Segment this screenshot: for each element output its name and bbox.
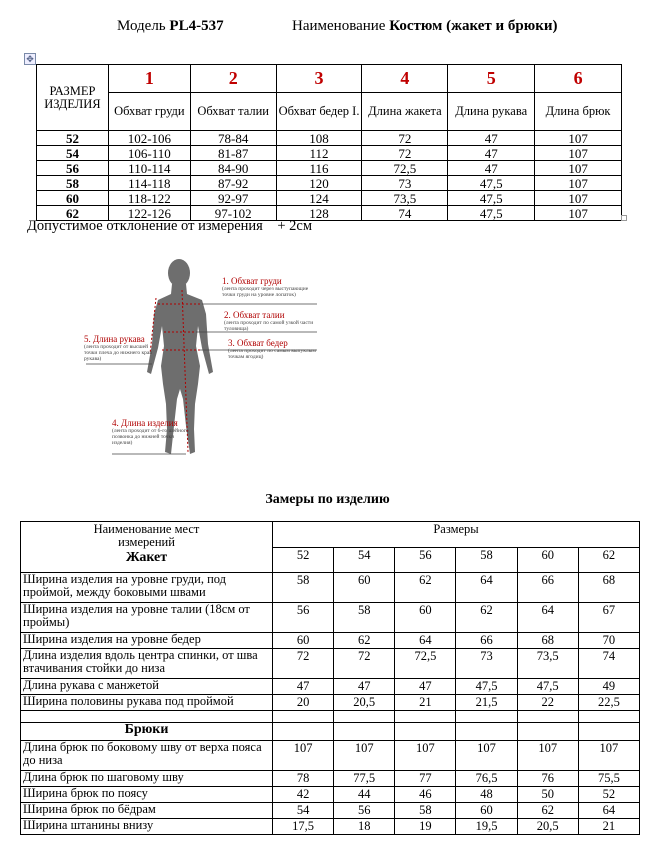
figure-label-sleeve — [84, 334, 152, 362]
measurement-value: 77,5 — [334, 771, 395, 787]
value-cell: 124 — [276, 191, 362, 206]
value-cell: 47,5 — [448, 176, 535, 191]
measurement-value: 56 — [334, 803, 395, 819]
size-heading: 54 — [334, 548, 395, 573]
measurement-value: 49 — [578, 679, 639, 695]
column-header: Обхват талии — [190, 93, 276, 131]
product-measurements-table — [20, 521, 640, 835]
table-row — [21, 633, 640, 649]
column-number: 1 — [108, 65, 190, 93]
measurement-name: Ширина брюк по бёдрам — [21, 803, 273, 819]
figure-label-title: 5. Длина рукава — [84, 334, 145, 344]
measurement-value: 64 — [456, 573, 517, 603]
measurement-value: 72 — [334, 649, 395, 679]
measurement-name: Длина брюк по шаговому шву — [21, 771, 273, 787]
size-cell: 54 — [37, 146, 109, 161]
measurement-value: 75,5 — [578, 771, 639, 787]
measurement-value: 107 — [273, 741, 334, 771]
figure-label-note: (лента проходит через выступающие точки груди на уровне лопаток) — [222, 286, 309, 298]
table-row — [21, 649, 640, 679]
measurement-value: 54 — [273, 803, 334, 819]
measurement-value: 64 — [517, 603, 578, 633]
measurement-value: 62 — [334, 633, 395, 649]
measurement-value: 64 — [578, 803, 639, 819]
table-row — [21, 771, 640, 787]
column-number: 6 — [535, 65, 622, 93]
table-resize-handle[interactable] — [621, 215, 627, 221]
size-cell: 62 — [37, 206, 109, 221]
size-cell: 56 — [37, 161, 109, 176]
measurement-value: 42 — [273, 787, 334, 803]
table-row — [37, 161, 622, 176]
column-header: Длина брюк — [535, 93, 622, 131]
empty-cell — [456, 711, 517, 723]
empty-cell — [273, 723, 334, 741]
value-cell: 106-110 — [108, 146, 190, 161]
value-cell: 72 — [362, 131, 448, 146]
table-row — [21, 787, 640, 803]
measurement-value: 50 — [517, 787, 578, 803]
measurement-value: 66 — [456, 633, 517, 649]
table-row — [37, 146, 622, 161]
measurement-value: 60 — [395, 603, 456, 633]
measurement-value: 62 — [395, 573, 456, 603]
table-row — [21, 803, 640, 819]
measurement-name: Ширина изделия на уровне груди, под проймой, между боковыми швами — [21, 573, 273, 603]
model-code: PL4-537 — [169, 18, 224, 34]
place-header-cell — [21, 522, 273, 573]
name-line — [292, 18, 557, 35]
value-cell: 97-102 — [190, 206, 276, 221]
measurement-value: 58 — [395, 803, 456, 819]
measurement-value: 20 — [273, 695, 334, 711]
trousers-title: Брюки — [21, 723, 273, 741]
tolerance-value: + 2см — [277, 218, 313, 234]
model-label: Модель — [117, 18, 166, 34]
table-row — [21, 741, 640, 771]
measurement-name: Ширина изделия на уровне бедер — [21, 633, 273, 649]
measurement-value: 22,5 — [578, 695, 639, 711]
measurement-value: 107 — [456, 741, 517, 771]
value-cell: 73 — [362, 176, 448, 191]
empty-cell — [578, 711, 639, 723]
sizes-header: Размеры — [273, 522, 640, 548]
value-cell: 78-84 — [190, 131, 276, 146]
measurement-value: 47 — [273, 679, 334, 695]
measurement-value: 60 — [334, 573, 395, 603]
empty-cell — [21, 711, 273, 723]
value-cell: 110-114 — [108, 161, 190, 176]
value-cell: 118-122 — [108, 191, 190, 206]
section-title: Замеры по изделию — [265, 492, 390, 507]
size-heading: 58 — [456, 548, 517, 573]
measurement-value: 70 — [578, 633, 639, 649]
figure-label-title: 1. Обхват груди — [222, 276, 282, 286]
empty-cell — [395, 711, 456, 723]
empty-cell — [334, 711, 395, 723]
jacket-title: Жакет — [125, 550, 168, 565]
measurement-value: 47,5 — [456, 679, 517, 695]
size-heading: 52 — [273, 548, 334, 573]
column-number: 2 — [190, 65, 276, 93]
value-cell: 120 — [276, 176, 362, 191]
value-cell: 72 — [362, 146, 448, 161]
figure-label-waist — [224, 310, 320, 332]
table-row — [21, 573, 640, 603]
figure-label-hips — [228, 338, 322, 360]
table-row — [21, 819, 640, 835]
column-header: Обхват бедер I. — [276, 93, 362, 131]
value-cell: 107 — [535, 176, 622, 191]
measurement-value: 76,5 — [456, 771, 517, 787]
column-number: 4 — [362, 65, 448, 93]
measurement-value: 68 — [578, 573, 639, 603]
empty-cell — [395, 723, 456, 741]
measurement-value: 48 — [456, 787, 517, 803]
measurement-value: 107 — [395, 741, 456, 771]
measurement-value: 17,5 — [273, 819, 334, 835]
value-cell: 47 — [448, 161, 535, 176]
value-cell: 122-126 — [108, 206, 190, 221]
empty-cell — [517, 723, 578, 741]
model-line — [117, 18, 224, 35]
value-cell: 47,5 — [448, 191, 535, 206]
size-cell: 58 — [37, 176, 109, 191]
measurement-value: 52 — [578, 787, 639, 803]
measurement-value: 107 — [578, 741, 639, 771]
size-heading: 62 — [578, 548, 639, 573]
measurement-value: 47,5 — [517, 679, 578, 695]
measurement-value: 62 — [456, 603, 517, 633]
column-header: Длина рукава — [448, 93, 535, 131]
measurement-value: 78 — [273, 771, 334, 787]
empty-cell — [517, 711, 578, 723]
figure-label-length — [112, 418, 190, 446]
measurement-value: 73,5 — [517, 649, 578, 679]
value-cell: 72,5 — [362, 161, 448, 176]
figure-label-note: (лента проходит от 6-го шейного позвонка до нижней точки изделия) — [112, 428, 189, 446]
value-cell: 107 — [535, 191, 622, 206]
value-cell: 112 — [276, 146, 362, 161]
value-cell: 114-118 — [108, 176, 190, 191]
measurement-value: 22 — [517, 695, 578, 711]
measurement-value: 44 — [334, 787, 395, 803]
measurement-name: Ширина половины рукава под проймой — [21, 695, 273, 711]
value-cell: 108 — [276, 131, 362, 146]
table-move-handle-icon[interactable]: ✥ — [24, 53, 36, 65]
value-cell: 107 — [535, 131, 622, 146]
measurement-value: 60 — [456, 803, 517, 819]
measurement-value: 47 — [395, 679, 456, 695]
measurement-name: Ширина брюк по поясу — [21, 787, 273, 803]
figure-label-title: 3. Обхват бедер — [228, 338, 288, 348]
name-label: Наименование — [292, 18, 386, 34]
empty-cell — [273, 711, 334, 723]
value-cell: 107 — [535, 161, 622, 176]
value-cell: 84-90 — [190, 161, 276, 176]
measurement-value: 66 — [517, 573, 578, 603]
measurement-value: 46 — [395, 787, 456, 803]
measurement-value: 58 — [334, 603, 395, 633]
measurement-figure — [82, 254, 322, 469]
measurement-value: 58 — [273, 573, 334, 603]
measurement-value: 72 — [273, 649, 334, 679]
table-row — [37, 176, 622, 191]
group-row — [21, 723, 640, 741]
value-cell: 74 — [362, 206, 448, 221]
table-row — [37, 191, 622, 206]
figure-label-note: (лента проходит по самой узкой части туловища) — [224, 320, 314, 332]
figure-label-note: (лента проходит от высшей точки плеча до нижнего края рукава) — [84, 344, 152, 362]
figure-label-title: 2. Обхват талии — [224, 310, 285, 320]
measurement-value: 60 — [273, 633, 334, 649]
measurement-name: Длина рукава с манжетой — [21, 679, 273, 695]
measurement-value: 73 — [456, 649, 517, 679]
column-header: Длина жакета — [362, 93, 448, 131]
size-heading: 56 — [395, 548, 456, 573]
size-heading: 60 — [517, 548, 578, 573]
measurement-value: 67 — [578, 603, 639, 633]
figure-label-chest — [222, 276, 322, 298]
value-cell: 102-106 — [108, 131, 190, 146]
value-cell: 81-87 — [190, 146, 276, 161]
place-header: Наименование мест измерений — [93, 522, 200, 549]
size-column-header: РАЗМЕР ИЗДЕЛИЯ — [37, 65, 109, 131]
column-header: Обхват груди — [108, 93, 190, 131]
value-cell: 128 — [276, 206, 362, 221]
measurement-name: Ширина изделия на уровне талии (18см от проймы) — [21, 603, 273, 633]
empty-cell — [578, 723, 639, 741]
measurement-value: 19,5 — [456, 819, 517, 835]
column-number: 5 — [448, 65, 535, 93]
measurement-value: 19 — [395, 819, 456, 835]
measurement-value: 20,5 — [517, 819, 578, 835]
table-row — [21, 603, 640, 633]
tolerance-note — [27, 218, 312, 235]
measurement-value: 74 — [578, 649, 639, 679]
table-row — [21, 695, 640, 711]
measurement-value: 21 — [578, 819, 639, 835]
spacer-row — [21, 711, 640, 723]
column-number: 3 — [276, 65, 362, 93]
value-cell: 116 — [276, 161, 362, 176]
measurement-value: 21 — [395, 695, 456, 711]
name-value: Костюм (жакет и брюки) — [389, 18, 558, 34]
measurement-name: Длина изделия вдоль центра спинки, от шва втачивания стойки до низа — [21, 649, 273, 679]
value-cell: 47 — [448, 131, 535, 146]
size-cell: 52 — [37, 131, 109, 146]
table-row — [37, 131, 622, 146]
measurement-value: 20,5 — [334, 695, 395, 711]
value-cell: 87-92 — [190, 176, 276, 191]
value-cell: 92-97 — [190, 191, 276, 206]
value-cell: 107 — [535, 206, 622, 221]
measurement-value: 68 — [517, 633, 578, 649]
measurement-value: 76 — [517, 771, 578, 787]
tolerance-text: Допустимое отклонение от измерения — [27, 218, 263, 234]
measurement-value: 107 — [517, 741, 578, 771]
measurement-value: 56 — [273, 603, 334, 633]
measurement-value: 77 — [395, 771, 456, 787]
measurement-value: 64 — [395, 633, 456, 649]
measurement-value: 18 — [334, 819, 395, 835]
measurement-name: Длина брюк по боковому шву от верха пояса до низа — [21, 741, 273, 771]
figure-label-title: 4. Длина изделия — [112, 418, 178, 428]
size-cell: 60 — [37, 191, 109, 206]
value-cell: 107 — [535, 146, 622, 161]
empty-cell — [456, 723, 517, 741]
measurement-value: 107 — [334, 741, 395, 771]
measurement-value: 47 — [334, 679, 395, 695]
size-table — [36, 64, 622, 221]
value-cell: 73,5 — [362, 191, 448, 206]
measurement-value: 72,5 — [395, 649, 456, 679]
measurement-name: Ширина штанины внизу — [21, 819, 273, 835]
measurement-value: 62 — [517, 803, 578, 819]
table-row — [21, 679, 640, 695]
figure-label-note: (лента проходит по самым выпуклым точкам ягодиц) — [228, 348, 316, 360]
empty-cell — [334, 723, 395, 741]
value-cell: 47 — [448, 146, 535, 161]
measurement-value: 21,5 — [456, 695, 517, 711]
value-cell: 47,5 — [448, 206, 535, 221]
